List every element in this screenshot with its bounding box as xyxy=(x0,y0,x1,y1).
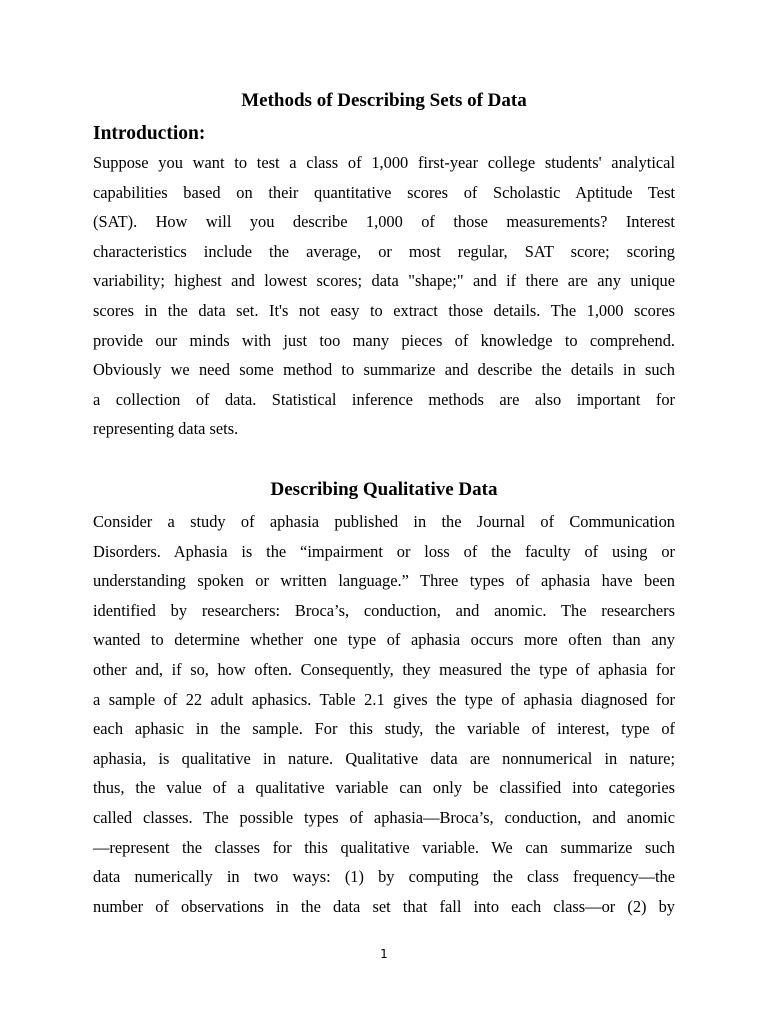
text-line: Disorders. Aphasia is the “impairment or loss of the faculty of using or xyxy=(93,541,675,561)
text-line: identified by researchers: Broca’s, conduction, and anomic. The researchers xyxy=(93,600,675,620)
text-line: data numerically in two ways: (1) by computing the class frequency—the xyxy=(93,867,675,887)
text-line: capabilities based on their quantitative scores of Scholastic Aptitude Test xyxy=(93,182,675,202)
text-line: called classes. The possible types of aphasia—Broca’s, conduction, and anomic xyxy=(93,807,675,827)
page-number: 1 xyxy=(380,947,388,961)
text-line: thus, the value of a qualitative variable can only be classified into categories xyxy=(93,778,675,798)
text-line: Suppose you want to test a class of 1,000 first-year college students' analytical xyxy=(93,153,675,172)
text-line: characteristics include the average, or most regular, SAT score; scoring xyxy=(93,241,675,261)
text-line: —represent the classes for this qualitative variable. We can summarize such xyxy=(93,837,675,857)
text-line: understanding spoken or written language.” Three types of aphasia have been xyxy=(93,571,675,591)
text-line: Consider a study of aphasia published in the Journal of Communication xyxy=(93,512,675,531)
text-line: variability; highest and lowest scores; data "shape;" and if there are any unique xyxy=(93,271,675,291)
text-line: a collection of data. Statistical inference methods are also important for xyxy=(93,389,675,409)
text-line: other and, if so, how often. Consequently, they measured the type of aphasia for xyxy=(93,659,675,679)
paragraph-qualitative-data xyxy=(93,507,675,921)
text-line: wanted to determine whether one type of aphasia occurs more often than any xyxy=(93,630,675,650)
text-line: provide our minds with just too many pieces of knowledge to comprehend. xyxy=(93,330,675,350)
section-heading-introduction: Introduction: xyxy=(93,123,206,144)
text-line: number of observations in the data set that fall into each class—or (2) by xyxy=(93,896,675,916)
text-line: Obviously we need some method to summarize and describe the details in such xyxy=(93,360,675,380)
paragraph-introduction xyxy=(93,148,675,444)
text-line: aphasia, is qualitative in nature. Qualitative data are nonnumerical in nature; xyxy=(93,748,675,768)
document-title: Methods of Describing Sets of Data xyxy=(241,90,527,111)
text-line: (SAT). How will you describe 1,000 of those measurements? Interest xyxy=(93,212,675,232)
text-line: a sample of 22 adult aphasics. Table 2.1 gives the type of aphasia diagnosed for xyxy=(93,689,675,709)
text-line: scores in the data set. It's not easy to extract those details. The 1,000 scores xyxy=(93,300,675,320)
text-line: each aphasic in the sample. For this study, the variable of interest, type of xyxy=(93,719,675,739)
section-heading-qualitative-data: Describing Qualitative Data xyxy=(270,479,498,500)
text-line: representing data sets. xyxy=(93,419,239,439)
